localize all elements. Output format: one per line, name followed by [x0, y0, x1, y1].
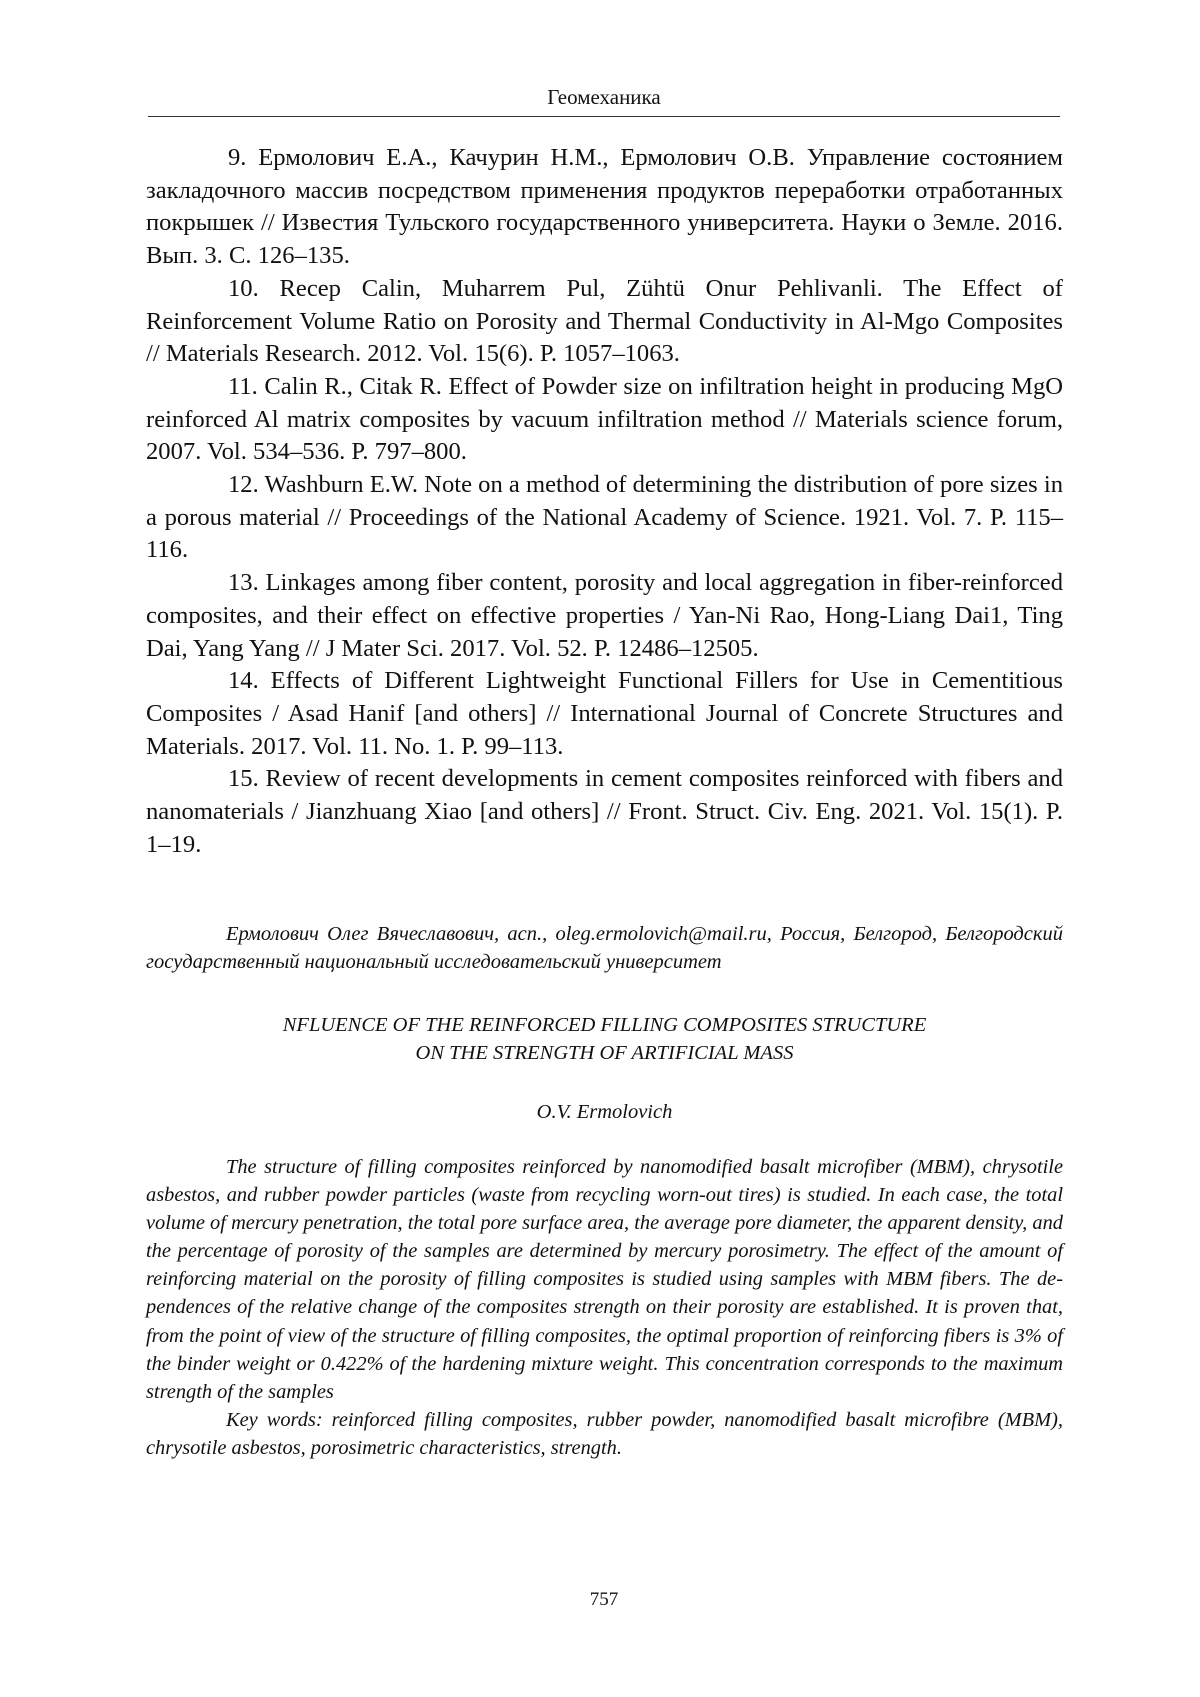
english-author: O.V. Ermolovich	[536, 1101, 673, 1123]
english-abstract	[146, 1153, 1063, 1462]
author-info: Ермолович Олег Вячеславович, асп., oleg.ermolovich@mail.ru, Россия, Белгород, Белгородский государственный национальный исследовательский университет	[146, 923, 1063, 973]
reference-item: 14. Effects of Different Lightweight Functional Fillers for Use in Cementitious Composites / Asad Hanif [and others] // International Journal of Concrete Structures and Materials. 2017. Vol. 11. No. 1. P. 99–113.	[146, 667, 1063, 760]
english-title-line: NFLUENCE OF THE REINFORCED FILLING COMPOSITES STRUCTURE	[282, 1014, 927, 1036]
english-title	[146, 1011, 1063, 1067]
reference-item: 11. Calin R., Citak R. Effect of Powder size on infiltration height in producing MgO reinforced Al matrix composites by vacuum infiltration method // Materials science forum, 2007. Vol. 534–536. P. 797–800.	[146, 372, 1063, 466]
keywords: Key words: reinforced filling composites, rubber powder, nanomodified basalt microfibre (MBM), chrysotile asbestos, porosimetric characteristics, strength.	[146, 1408, 1063, 1459]
reference-item: 13. Linkages among fiber content, porosity and local aggregation in fiber-reinforced composites, and their effect on effective properties / Yan-Ni Rao, Hong-Liang Dai1, Ting Dai, Yang Yang // J Mater Sci. 2017. Vol. 52. P. 12486–12505.	[146, 569, 1063, 662]
abstract-text: The structure of filling composites reinforced by nanomodified basalt microfiber (MBM), chrysotile asbestos, and rubber powder particles (waste from recycling worn-out tires) is studied. In each case, the total volume of mercury penetration, the total pore surface area, the average pore diameter, the apparent density, and the percentage of porosity of the samples are determined by mercury porosimetry. The effect of the amount of reinforcing material on the porosity of filling composites is studied using samples with MBM fibers. The dependences of the relative change of the composites strength on their porosity are established. It is proven that, from the point of view of the structure of filling composites, the optimal proportion of reinforcing fibers is 3% of the binder weight or 0.422% of the hardening mixture weight. This concentration corresponds to the maximum strength of the samples	[146, 1156, 1063, 1403]
reference-item: 9. Ермолович Е.А., Качурин Н.М., Ермолович О.В. Управление состоянием закладочного массив посредством применения продуктов переработки отработанных покрышек // Известия Тульского государственного университета. Науки о Земле. 2016. Вып. 3. С. 126–135.	[146, 144, 1063, 270]
english-title-line: ON THE STRENGTH OF ARTIFICIAL MASS	[415, 1042, 794, 1064]
reference-list	[146, 142, 1063, 861]
running-head: Геомеханика	[547, 85, 661, 109]
reference-item: 15. Review of recent developments in cement composites reinforced with fibers and nanomaterials / Jianzhuang Xiao [and others] // Front. Struct. Civ. Eng. 2021. Vol. 15(1). P. 1–19.	[146, 765, 1063, 858]
page-number: 757	[589, 1589, 619, 1610]
reference-item: 12. Washburn E.W. Note on a method of determining the distribution of pore sizes in a porous material // Proceedings of the National Academy of Science. 1921. Vol. 7. P. 115–116.	[146, 471, 1063, 564]
reference-item: 10. Recep Calin, Muharrem Pul, Zühtü Onur Pehlivanli. The Effect of Reinforcement Volume Ratio on Porosity and Thermal Conductivity in Al-Mgo Composites // Materials Research. 2012. Vol. 15(6). P. 1057–1063.	[146, 274, 1063, 368]
header-rule	[148, 116, 1060, 117]
